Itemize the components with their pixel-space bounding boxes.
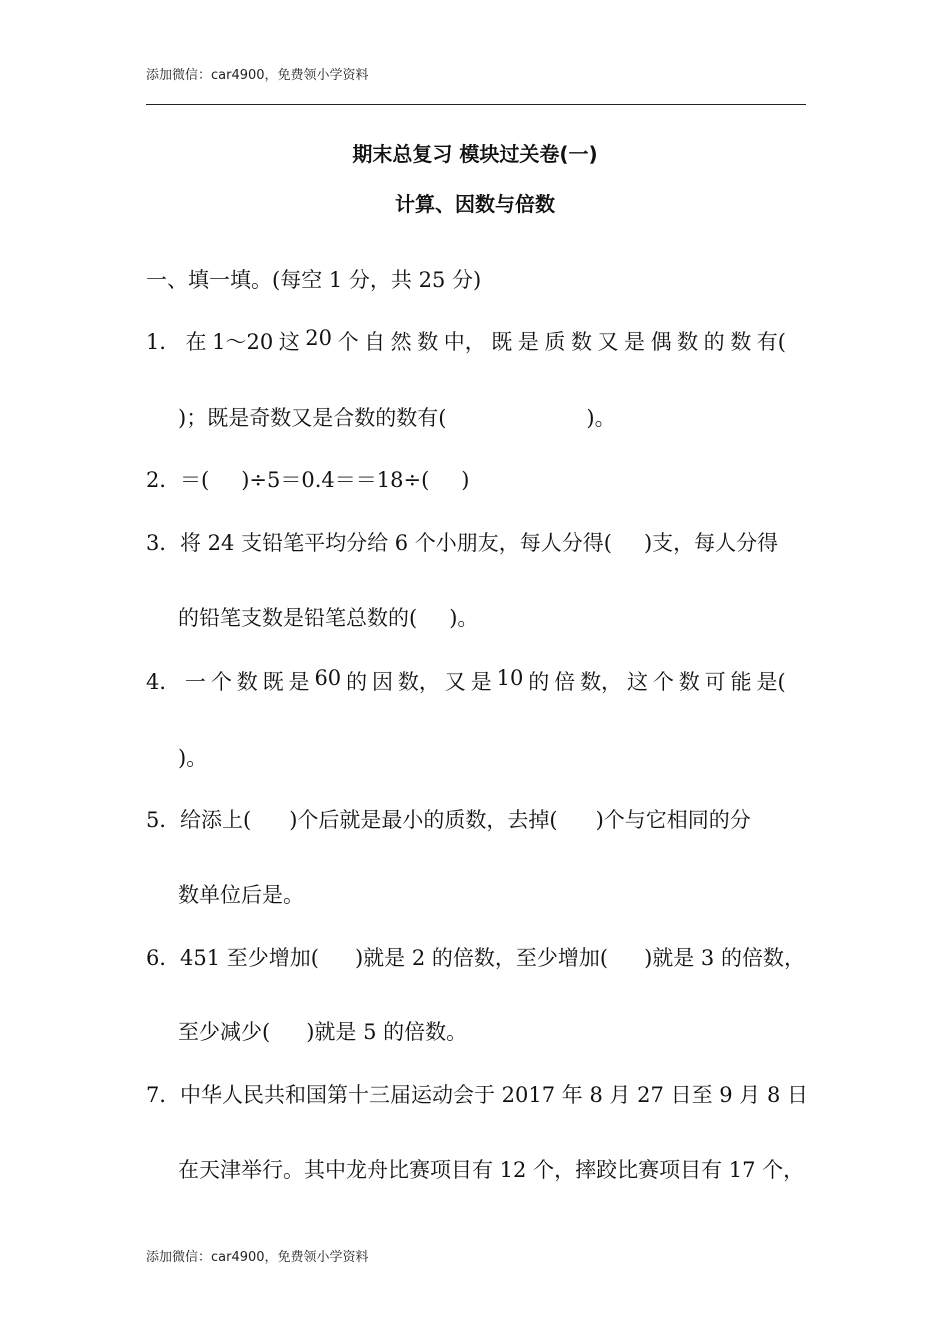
question-4-word: 倍 (554, 670, 576, 694)
question-3-number: 3． (146, 531, 181, 555)
question-4-line-1 (146, 666, 786, 696)
question-4-word: 60 (314, 666, 342, 690)
question-4-word: 个 (652, 670, 674, 694)
question-4-word: 的 (346, 670, 368, 694)
question-1-number: 1． (146, 330, 181, 354)
question-1-word: 是 (624, 330, 646, 354)
question-1-word: 既 (491, 330, 513, 354)
question-2-text-b: )÷5＝0.4＝＝18÷( (241, 468, 430, 492)
page-header-watermark: 添加微信：car4900，免费领小学资料 (146, 68, 369, 83)
question-5-text-c: )个与它相同的分 (595, 808, 751, 832)
question-4-word: 是 (288, 670, 310, 694)
question-2-text-a: ＝( (180, 468, 210, 492)
question-4-word: 因 (371, 670, 393, 694)
question-7-line-2: 在天津举行。其中龙舟比赛项目有 12 个，摔跤比赛项目有 17 个， (178, 1158, 805, 1182)
question-1-line-2 (178, 402, 616, 432)
question-4-word: 一 (184, 670, 206, 694)
page-title: 期末总复习 模块过关卷(一) (352, 142, 598, 166)
question-6-line-2 (178, 1016, 467, 1046)
question-3-line-1 (146, 527, 778, 557)
question-5-text-b: )个后就是最小的质数，去掉( (289, 808, 558, 832)
question-4-word: 能 (730, 670, 752, 694)
question-7-line-1 (146, 1079, 808, 1109)
question-4-number: 4． (146, 670, 181, 694)
question-4-word: 可 (704, 670, 726, 694)
question-4-word: 是 (470, 670, 492, 694)
question-1-word: 数 (730, 330, 752, 354)
question-5-number: 5． (146, 808, 181, 832)
question-4-word: 数， (397, 670, 440, 694)
question-1-word: 又 (597, 330, 619, 354)
question-1-word: 的 (703, 330, 725, 354)
question-1-word: 质 (544, 330, 566, 354)
question-3-text-2b: )。 (449, 606, 479, 630)
question-4-word: 数 (236, 670, 258, 694)
question-1-text-2a: )；既是奇数又是合数的数有( (178, 406, 447, 430)
question-4-word: 数， (580, 670, 623, 694)
question-1-word: 个 (337, 330, 359, 354)
question-4-word: 是( (756, 670, 786, 694)
question-6-text-a: 451 至少增加( (180, 946, 319, 970)
question-3-line-2 (178, 602, 478, 632)
question-1-word: 在 (185, 330, 207, 354)
question-1-word: 然 (390, 330, 412, 354)
question-4-word: 既 (262, 670, 284, 694)
question-1-word: 有( (756, 330, 786, 354)
header-divider (146, 104, 806, 105)
question-5-line-2: 数单位后是。 (178, 883, 304, 907)
question-2-line-1 (146, 464, 469, 494)
question-6-number: 6． (146, 946, 181, 970)
page-footer-watermark: 添加微信：car4900，免费领小学资料 (146, 1250, 369, 1265)
question-4-word: 这 (626, 670, 648, 694)
question-4-word: 又 (444, 670, 466, 694)
question-2-number: 2． (146, 468, 181, 492)
question-4-line-2: )。 (178, 746, 208, 770)
question-1-word: 这 (278, 330, 300, 354)
question-7-number: 7． (146, 1083, 181, 1107)
question-1-line-1 (146, 326, 786, 356)
question-1-word: 数 (570, 330, 592, 354)
question-1-word: 1～20 (212, 330, 274, 354)
question-2-text-c: ) (461, 468, 470, 492)
question-1-word: 偶 (650, 330, 672, 354)
question-6-text-2b: )就是 5 的倍数。 (306, 1020, 468, 1044)
question-5-line-1 (146, 804, 751, 834)
question-1-text-2b: )。 (586, 406, 616, 430)
question-7-text-1: 中华人民共和国第十三届运动会于 2017 年 8 月 27 日至 9 月 8 日 (180, 1083, 808, 1107)
question-1-word: 20 (305, 326, 333, 350)
question-4-word: 的 (528, 670, 550, 694)
question-6-text-b: )就是 2 的倍数，至少增加( (354, 946, 609, 970)
question-6-text-c: )就是 3 的倍数， (644, 946, 805, 970)
question-3-text-1a: 将 24 支铅笔平均分给 6 个小朋友，每人分得( (180, 531, 612, 555)
question-6-line-1 (146, 942, 805, 972)
section-heading: 一、填一填。(每空 1 分，共 25 分) (146, 268, 482, 292)
question-4-word: 个 (210, 670, 232, 694)
question-1-word: 中， (443, 330, 486, 354)
question-6-text-2a: 至少减少( (178, 1020, 271, 1044)
question-3-text-1b: )支，每人分得 (643, 531, 779, 555)
question-4-word: 数 (678, 670, 700, 694)
question-1-word: 自 (364, 330, 386, 354)
question-5-text-a: 给添上( (180, 808, 252, 832)
page-subtitle: 计算、因数与倍数 (395, 192, 555, 216)
question-1-word: 数 (417, 330, 439, 354)
question-1-word: 数 (677, 330, 699, 354)
question-1-word: 是 (517, 330, 539, 354)
question-4-word: 10 (496, 666, 524, 690)
question-3-text-2a: 的铅笔支数是铅笔总数的( (178, 606, 418, 630)
